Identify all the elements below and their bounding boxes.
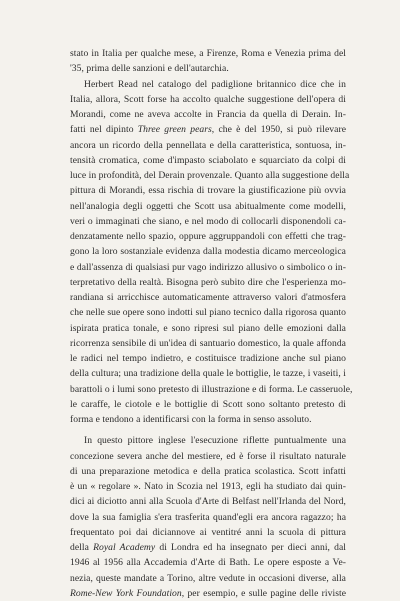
text-line: Morandi, come ne aveva accolte in Francia da quella di Derain. In-: [70, 109, 346, 120]
text-line: dove la sua famiglia s'era trasferita quand'egli era ancora ragazzo; ha: [70, 511, 346, 523]
text-line: tensità cromatica, come d'impasto sciabolato e squarciato da colpi di: [70, 154, 346, 166]
paragraph: [70, 77, 353, 428]
italic-title: Rome-New York Foundation: [70, 587, 182, 599]
text-line: '35, prima delle sanzioni e dell'autarchia.: [70, 63, 229, 75]
text-line: nezia, queste mandate a Torino, altre vedute in occasioni diverse, alla: [70, 572, 346, 584]
text-line: della Royal Academy di Londra ed ha insegnato per dieci anni, dal: [70, 542, 347, 553]
text-line: forma e tendono a identificarsi con la forma in senso assoluto.: [70, 414, 312, 425]
text-line: terpretativo della realtà. Bisogna però subito dire che l'esperienza mo-: [70, 276, 346, 288]
text-line: veri o immaginati che siano, e nel modo di collocarli disponendoli ca-: [70, 215, 346, 227]
text-line: stato in Italia per qualche mese, a Firenze, Roma e Venezia prima del: [70, 48, 346, 59]
italic-title: Three green pears: [137, 124, 212, 136]
text-line: e dall'assenza di qualsiasi pur vago indirizzo allusivo o simbolico o in-: [70, 261, 346, 273]
text-line: le caraffe, le ciotole e le bottiglie di Scott sono soltanto pretesto di: [70, 398, 346, 410]
text-line: ricorrenza sensibile di un'idea di santuario domestico, la quale affonda: [70, 337, 346, 349]
text-line: concezione severa anche del mestiere, ed è forse il risultato naturale: [70, 450, 346, 462]
paragraph: [70, 433, 346, 601]
text-line: barattoli o i lumi sono pretesto di illustrazione e di forma. Le casseruole,: [70, 383, 353, 395]
text-line: ancora un ricordo della pennellata e della caratteristica, sontuosa, in-: [70, 139, 346, 151]
text-line: frequentato poi dai diciannove ai ventitré anni la scuola di pittura: [70, 526, 346, 538]
paragraph: [70, 46, 346, 77]
text-line: dici ai diciotto anni alla Scuola d'Arte di Belfast nell'Irlanda del Nord,: [70, 496, 346, 508]
text-line: le radici nel tempo indietro, e costituisce tradizione anche sul piano: [70, 353, 346, 364]
text-line: Rome-New York Foundation, per esempio, e sulle pagine delle riviste: [70, 587, 347, 599]
text-line: 1946 al 1956 alla Accademia d'Arte di Bath. Le opere esposte a Ve-: [70, 557, 346, 569]
text-line: denzatamente nello spazio, oppure aggruppandoli con effetti che trag-: [70, 231, 346, 242]
text-line: che nelle sue opere sono indotti sul piano tecnico dalla rigorosa quanto: [70, 307, 346, 319]
text-line: Herbert Read nel catalogo del padiglione britannico dice che in: [84, 78, 346, 90]
text-line: Italia, allora, Scott forse ha accolto qualche suggestione dell'opera di: [70, 93, 346, 105]
text-line: luce in profondità, del Derain provenzale. Quanto alla suggestione della: [70, 170, 350, 181]
text-line: ispirata pratica tonale, e sono ripresi sul piano delle emozioni dalla: [70, 322, 346, 334]
text-line: fatti nel dipinto Three green pears, che è del 1950, si può rilevare: [70, 124, 346, 136]
text-line: randiana si arricchisce automaticamente attraverso valori d'atmosfera: [70, 292, 346, 303]
text-line: In questo pittore inglese l'esecuzione riflette puntualmente una: [84, 435, 346, 447]
body-text: [70, 46, 353, 601]
italic-title: Royal Academy: [93, 542, 156, 553]
text-line: nell'analogia degli oggetti che Scott usa abitualmente come modelli,: [70, 200, 346, 212]
text-line: di una preparazione metodica e della pratica scolastica. Scott infatti: [70, 465, 346, 477]
text-line: pittura di Morandi, essa rischia di trovare la giustificazione più ovvia: [70, 185, 346, 197]
text-line: è un « regolare ». Nato in Scozia nel 1913, egli ha studiato dai quin-: [70, 481, 346, 492]
text-line: gono la loro sostanziale evidenza dalla modestia dicamo merceologica: [70, 246, 346, 258]
text-line: della cultura; una tradizione della quale le bottiglie, le tazze, i vaseiti, i: [70, 368, 346, 380]
